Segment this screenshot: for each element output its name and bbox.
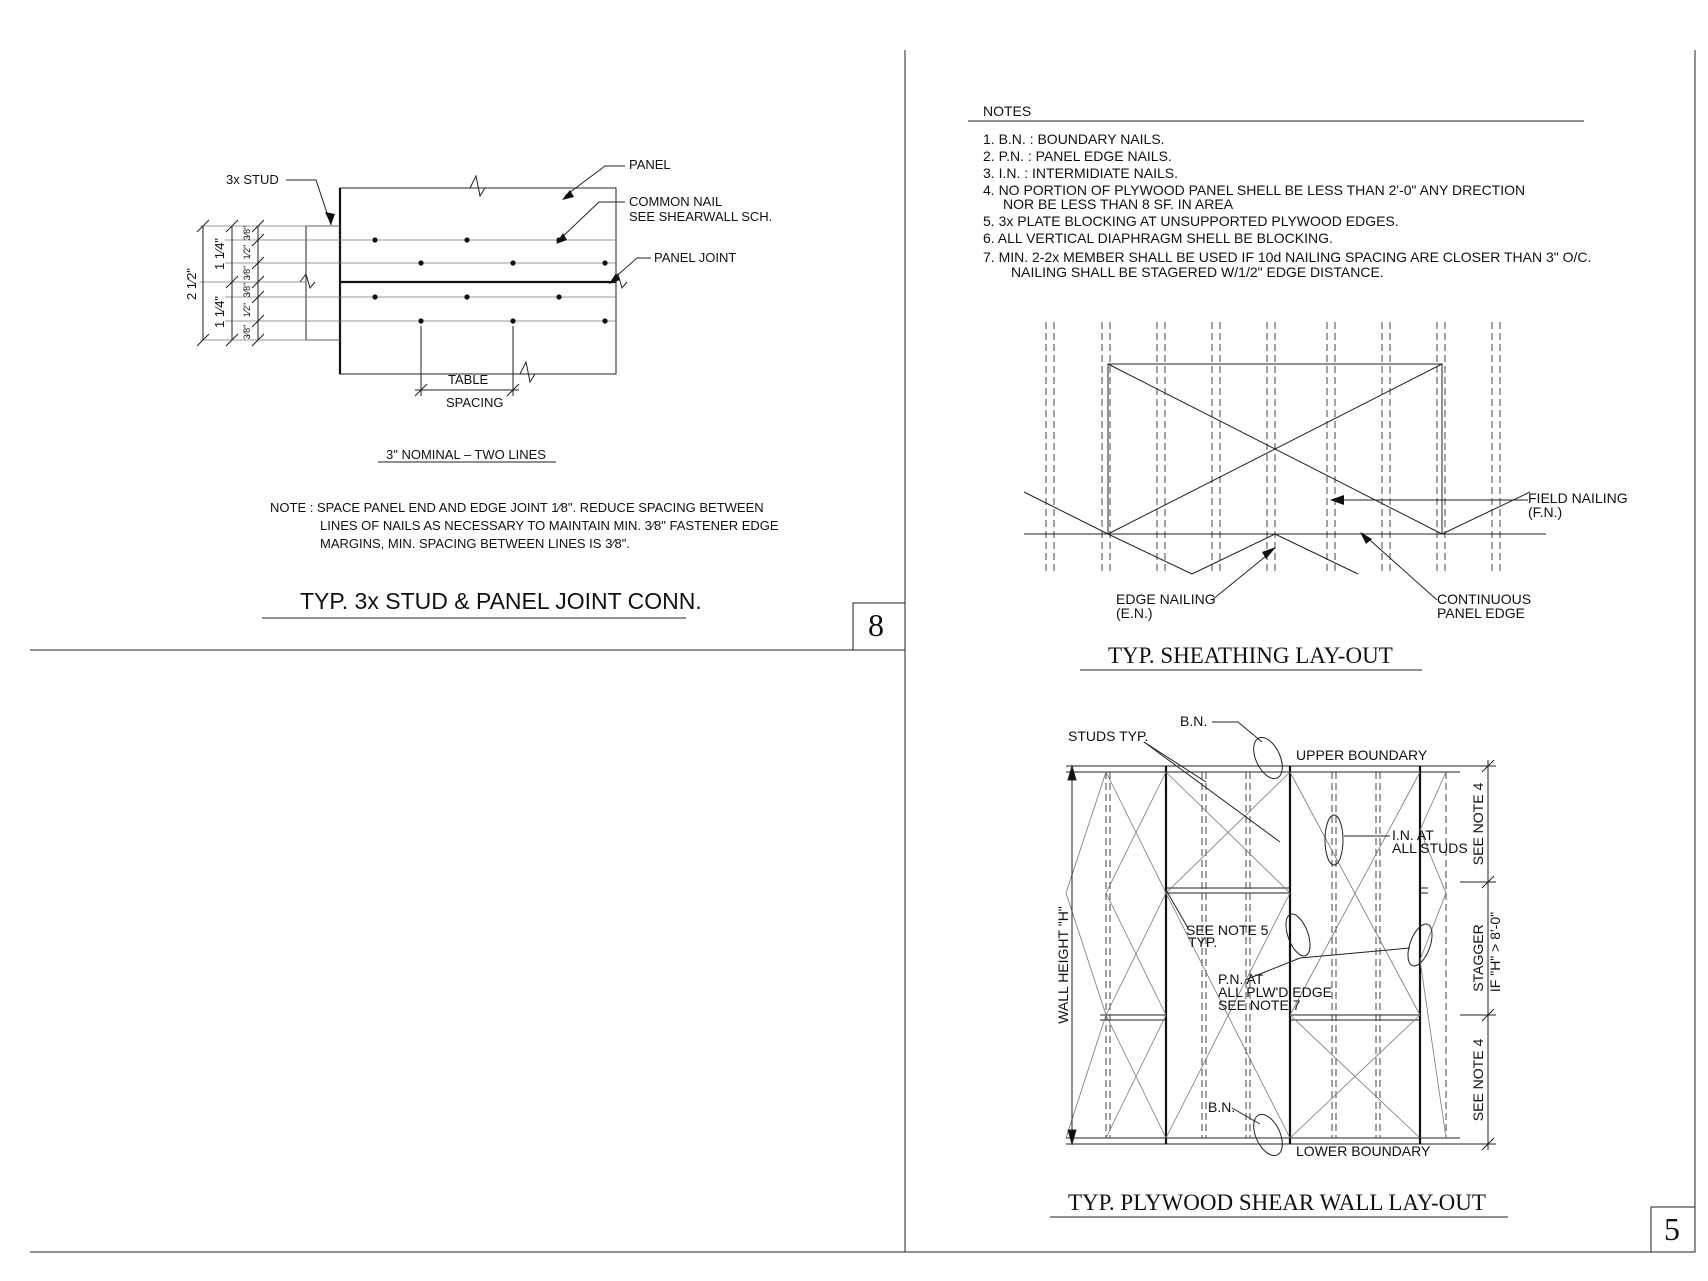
studs-typ-label: STUDS TYP. — [1068, 728, 1149, 744]
stud-label: 3x STUD — [226, 172, 279, 187]
pn-at-label-2: ALL PLW'D EDGE — [1218, 984, 1332, 1000]
pn-at-label: P.N. AT — [1218, 971, 1264, 987]
detail-8-subtitle: 3" NOMINAL – TWO LINES — [386, 447, 546, 462]
stagger-label: STAGGER — [1470, 924, 1486, 992]
note-6: 6. ALL VERTICAL DIAPHRAGM SHELL BE BLOCKING. — [983, 230, 1333, 246]
in-at-label-2: ALL STUDS — [1392, 840, 1468, 856]
nail-callout-ellipses — [1248, 733, 1437, 1160]
dim-small-c: 3⁄8" — [242, 265, 252, 281]
notes-heading: NOTES — [983, 103, 1032, 119]
note-line-3: MARGINS, MIN. SPACING BETWEEN LINES IS 3⁄8". — [320, 536, 630, 551]
detail-5-number: 5 — [1664, 1211, 1680, 1247]
note-5: 5. 3x PLATE BLOCKING AT UNSUPPORTED PLYWOOD EDGES. — [983, 213, 1399, 229]
pn-at-label-3: SEE NOTE 7 — [1218, 997, 1301, 1013]
panel-joint-label: PANEL JOINT — [654, 250, 737, 265]
dim-total: 2 1⁄2" — [184, 267, 199, 301]
sheet-frame — [30, 50, 1695, 1252]
table-label: TABLE — [448, 372, 489, 387]
continuous-label-2: PANEL EDGE — [1437, 605, 1525, 621]
sheathing-title: TYP. SHEATHING LAY-OUT — [1108, 643, 1393, 668]
in-at-label: I.N. AT — [1392, 827, 1434, 843]
common-nail-label-2: SEE SHEARWALL SCH. — [629, 209, 773, 224]
spacing-label: SPACING — [446, 395, 504, 410]
sheathing-layout — [1024, 322, 1628, 670]
dim-half-b: 1 1⁄4" — [212, 295, 227, 329]
dim-half-a: 1 1⁄4" — [212, 237, 227, 271]
shear-wall-layout — [1050, 713, 1695, 1252]
dim-small-d: 3⁄8" — [242, 282, 252, 298]
wall-height-label: WALL HEIGHT "H" — [1055, 906, 1071, 1024]
note-7: 7. MIN. 2-2x MEMBER SHALL BE USED IF 10d NAILING SPACING ARE CLOSER THAN 3" O/C. — [983, 249, 1592, 265]
dim-small-e: 1⁄2" — [242, 302, 252, 318]
note-line-1: NOTE : SPACE PANEL END AND EDGE JOINT 1⁄8". REDUCE SPACING BETWEEN — [270, 500, 764, 515]
continuous-label: CONTINUOUS — [1437, 591, 1532, 607]
see-note-4-top: SEE NOTE 4 — [1470, 782, 1486, 866]
dim-small-a: 3⁄8" — [242, 225, 252, 241]
field-nailing-label: FIELD NAILING — [1528, 490, 1628, 506]
nail-dots — [372, 237, 607, 323]
general-notes — [968, 103, 1591, 280]
note-7b: NAILING SHALL BE STAGERED W/1/2" EDGE DISTANCE. — [1011, 264, 1384, 280]
detail-8-title: TYP. 3x STUD & PANEL JOINT CONN. — [300, 588, 702, 614]
shear-wall-title: TYP. PLYWOOD SHEAR WALL LAY-OUT — [1068, 1190, 1486, 1215]
typ-label: TYP. — [1188, 934, 1218, 950]
panel-label: PANEL — [629, 157, 671, 172]
field-nailing-abbr: (F.N.) — [1528, 504, 1563, 520]
upper-boundary-label: UPPER BOUNDARY — [1296, 747, 1428, 763]
lower-boundary-label: LOWER BOUNDARY — [1296, 1143, 1431, 1159]
stagger-condition: IF "H" > 8'-0" — [1487, 911, 1503, 993]
see-note-4-bottom: SEE NOTE 4 — [1470, 1038, 1486, 1122]
see-note-5-label: SEE NOTE 5 — [1186, 922, 1269, 938]
note-1: 1. B.N. : BOUNDARY NAILS. — [983, 131, 1165, 147]
note-3: 3. I.N. : INTERMIDIATE NAILS. — [983, 165, 1178, 181]
bn-top-label: B.N. — [1180, 713, 1208, 729]
detail-8-number: 8 — [868, 607, 884, 643]
dim-small-b: 1⁄2" — [242, 244, 252, 260]
detail-8-stud-panel-joint — [184, 157, 905, 650]
note-4b: NOR BE LESS THAN 8 SF. IN AREA — [1003, 196, 1234, 212]
dim-small-f: 3⁄8" — [242, 324, 252, 340]
stud-section — [306, 226, 340, 340]
edge-nailing-label: EDGE NAILING — [1116, 591, 1216, 607]
note-2: 2. P.N. : PANEL EDGE NAILS. — [983, 148, 1172, 164]
edge-nailing-abbr: (E.N.) — [1116, 605, 1153, 621]
note-line-2: LINES OF NAILS AS NECESSARY TO MAINTAIN MIN. 3⁄8" FASTENER EDGE — [320, 518, 779, 533]
common-nail-label: COMMON NAIL — [629, 194, 723, 209]
bn-bottom-label: B.N. — [1208, 1099, 1236, 1115]
note-4: 4. NO PORTION OF PLYWOOD PANEL SHELL BE LESS THAN 2'-0" ANY DRECTION — [983, 182, 1526, 198]
